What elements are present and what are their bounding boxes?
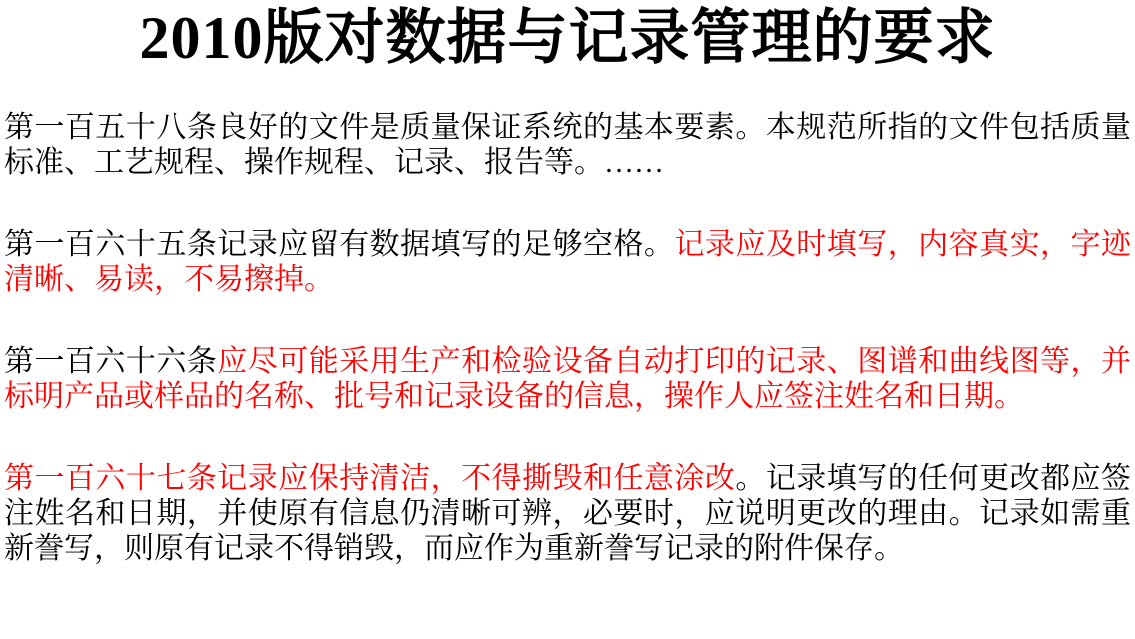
text-segment-black: 第一百六十六条 (4, 345, 218, 378)
paragraph-1 (4, 110, 1131, 180)
text-segment-red: 第一百六十七条记录应保持清洁，不得撕毁和任意涂改 (4, 462, 736, 495)
slide-title: 2010版对数据与记录管理的要求 (139, 5, 996, 71)
slide-body (0, 110, 1135, 566)
text-segment-red: 应尽可能采用生产和检验设备自动打印的记录、图谱和曲线图等，并标明产品或样品的名称、批号和记录设备的信息，操作人应签注姓名和日期。 (4, 345, 1132, 413)
text-segment-black: 。记录填写的任何更改都应签注姓名和日期，并使原有信息仍清晰可辨，必要时，应说明更改的理由。记录如需重新誊写，则原有记录不得销毁，而应作为重新誊写记录的附件保存。 (4, 462, 1132, 565)
paragraph-4 (4, 461, 1131, 566)
text-segment-black: 第一百六十五条记录应留有数据填写的足够空格。 (4, 228, 675, 261)
text-segment-red: 记录应及时填写，内容真实，字迹清晰、易读，不易擦掉。 (4, 228, 1132, 296)
paragraph-2 (4, 227, 1131, 297)
text-segment-black: 第一百五十八条良好的文件是质量保证系统的基本要素。本规范所指的文件包括质量标准、工艺规程、操作规程、记录、报告等。…… (4, 111, 1131, 179)
paragraph-3 (4, 344, 1131, 414)
